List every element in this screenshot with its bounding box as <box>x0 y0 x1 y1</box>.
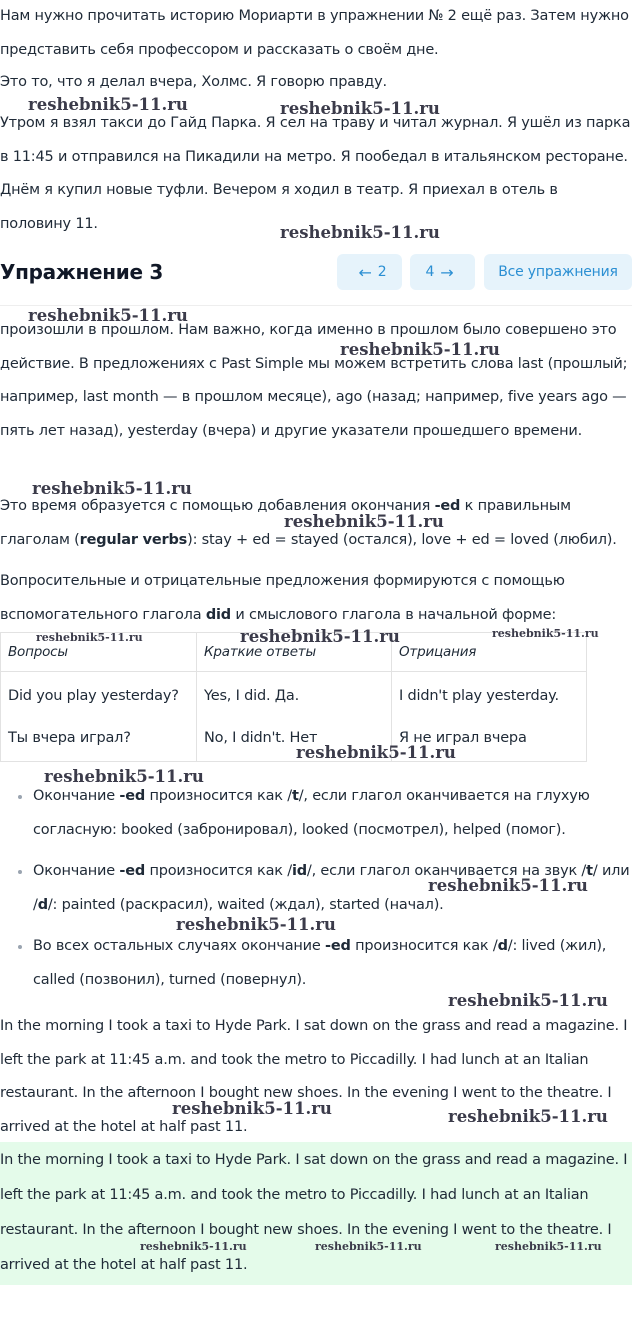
watermark: reshebnik5-11.ru <box>296 743 456 762</box>
watermark: reshebnik5-11.ru <box>32 479 192 498</box>
table-cell: Did you play yesterday? Ты вчера играл? <box>1 672 197 762</box>
intro-paragraph-story-ru: Утром я взял такси до Гайд Парка. Я сел на траву и читал журнал. Я ушёл из парка в 11:45 и отправился на Пикадили на метро. Я пообедал в итальянском ресторане. Днём я купил новые туфли. Вечером я ходил в театр. Я приехал в отель в половину 11. <box>0 115 631 232</box>
watermark: reshebnik5-11.ru <box>315 1240 422 1253</box>
watermark: reshebnik5-11.ru <box>176 915 336 934</box>
watermark: reshebnik5-11.ru <box>28 95 188 114</box>
theory-paragraph-questions: Вопросительные и отрицательные предложения формируются с помощью вспомогательного глагола did и смыслового глагола в начальной форме: <box>0 573 565 623</box>
bullet-icon <box>18 795 22 799</box>
table-header: Вопросы <box>1 633 197 672</box>
arrow-right-icon: → <box>440 262 454 282</box>
prev-exercise-label: 2 <box>377 264 387 280</box>
answer-box <box>0 1142 632 1285</box>
list-item: Окончание -ed произносится как /t/, если глагол оканчивается на глухую согласную: booked (забронировал), looked (посмотрел), helped (помог). <box>0 780 632 847</box>
bullet-icon <box>18 945 22 949</box>
prev-exercise-button[interactable] <box>337 254 402 290</box>
watermark: reshebnik5-11.ru <box>44 767 204 786</box>
watermark: reshebnik5-11.ru <box>36 631 143 644</box>
table-header: Отрицания <box>392 633 587 672</box>
header-divider <box>0 296 632 306</box>
answer-text: In the morning I took a taxi to Hyde Park. I sat down on the grass and read a magazine. I left the park at 11:45 a.m. and took the metro to Piccadilly. I had lunch at an Italian restaurant. In the afternoon I bought new shoes. In the evening I went to the theatre. I arrived at the hotel at half past 11. <box>0 1152 628 1273</box>
list-item: Во всех остальных случаях окончание -ed произносится как /d/: lived (жил), called (позвонил), turned (повернул). <box>0 930 632 997</box>
table-cell: I didn't play yesterday. Я не играл вчера <box>392 672 587 762</box>
exercise-title: Упражнение 3 <box>0 260 164 284</box>
arrow-left-icon: ← <box>358 262 372 282</box>
watermark: reshebnik5-11.ru <box>240 627 400 646</box>
next-exercise-label: 4 <box>425 264 435 280</box>
watermark: reshebnik5-11.ru <box>340 340 500 359</box>
bullet-icon <box>18 870 22 874</box>
watermark: reshebnik5-11.ru <box>280 223 440 242</box>
english-story-paragraph: In the morning I took a taxi to Hyde Park. I sat down on the grass and read a magazine. I left the park at 11:45 a.m. and took the metro to Piccadilly. I had lunch at an Italian restaurant. In the afternoon I bought new shoes. In the evening I went to the theatre. I arrived at the hotel at half past 11. <box>0 1018 628 1135</box>
list-item: Окончание -ed произносится как /id/, если глагол оканчивается на звук /t/ или /d/: painted (раскрасил), waited (ждал), started (начал). <box>0 855 632 922</box>
table-row <box>1 672 587 762</box>
watermark: reshebnik5-11.ru <box>448 991 608 1010</box>
watermark: reshebnik5-11.ru <box>495 1240 602 1253</box>
next-exercise-button[interactable] <box>410 254 475 290</box>
intro-paragraph-holmes: Это то, что я делал вчера, Холмс. Я говорю правду. <box>0 74 387 90</box>
intro-paragraph-task: Нам нужно прочитать историю Мориарти в упражнении № 2 ещё раз. Затем нужно представить себя профессором и рассказать о своём дне. <box>0 8 629 58</box>
table-header: Краткие ответы <box>197 633 392 672</box>
watermark: reshebnik5-11.ru <box>428 876 588 895</box>
watermark: reshebnik5-11.ru <box>140 1240 247 1253</box>
all-exercises-label: Все упражнения <box>498 264 618 280</box>
watermark: reshebnik5-11.ru <box>448 1107 608 1126</box>
all-exercises-button[interactable] <box>484 254 632 290</box>
watermark: reshebnik5-11.ru <box>284 512 444 531</box>
watermark: reshebnik5-11.ru <box>280 99 440 118</box>
table-cell: Yes, I did. Да. No, I didn't. Нет <box>197 672 392 762</box>
watermark: reshebnik5-11.ru <box>492 627 599 640</box>
theory-paragraph-usage: произошли в прошлом. Нам важно, когда именно в прошлом было совершено это действие. В предложениях с Past Simple мы можем встретить слова last (прошлый; например, last month — в прошлом месяце), ago (назад; например, five years ago — пять лет назад), yesterday (вчера) и другие указатели прошедшего времени. <box>0 322 628 439</box>
theory-paragraph-formation: Это время образуется с помощью добавления окончания -ed к правильным глаголам (regular verbs): stay + ed = stayed (остался), love + ed = loved (любил). <box>0 498 617 548</box>
grammar-table <box>0 632 587 762</box>
watermark: reshebnik5-11.ru <box>28 306 188 325</box>
watermark: reshebnik5-11.ru <box>172 1099 332 1118</box>
